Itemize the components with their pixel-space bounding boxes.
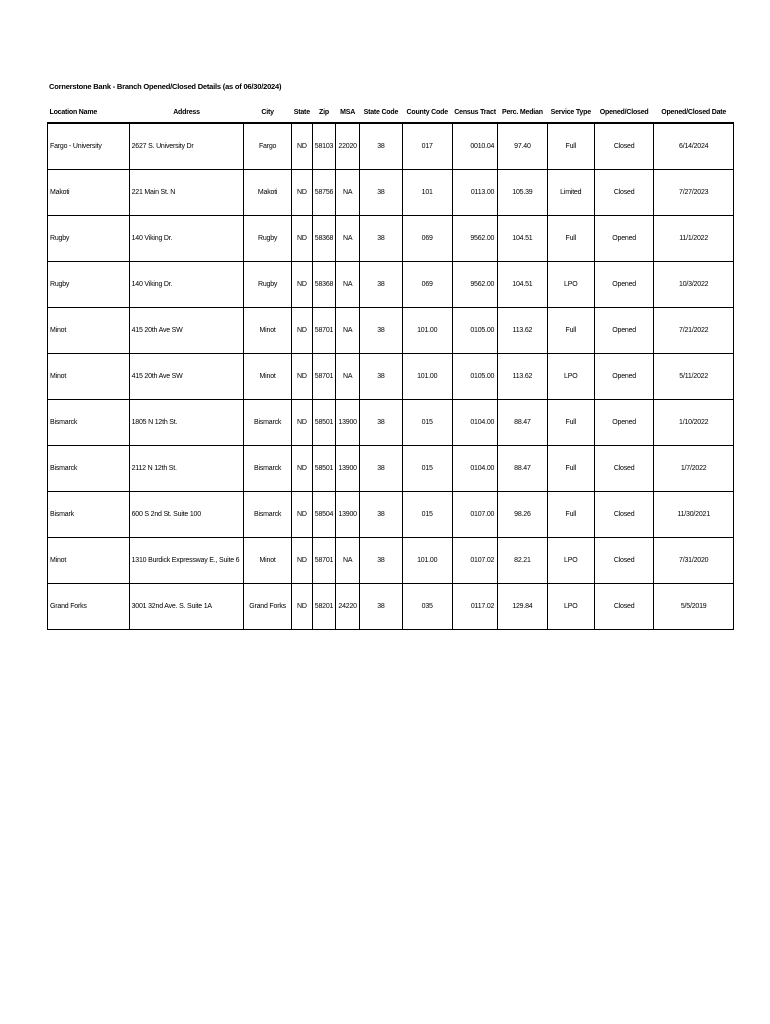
cell-city: Bismarck xyxy=(244,492,291,538)
cell-msa: NA xyxy=(336,170,360,216)
cell-census-tract: 9562.00 xyxy=(452,262,497,308)
cell-zip: 58368 xyxy=(312,216,335,262)
cell-location-name: Minot xyxy=(48,354,130,400)
cell-zip: 58504 xyxy=(312,492,335,538)
cell-address: 140 Viking Dr. xyxy=(129,216,244,262)
cell-msa: 13900 xyxy=(336,400,360,446)
header-census-tract: Census Tract xyxy=(452,102,497,123)
cell-county-code: 101.00 xyxy=(402,308,452,354)
cell-opened-closed: Opened xyxy=(594,308,653,354)
cell-state: ND xyxy=(291,262,312,308)
cell-address: 1310 Burdick Expressway E., Suite 6 xyxy=(129,538,244,584)
cell-county-code: 069 xyxy=(402,216,452,262)
table-row xyxy=(48,538,734,584)
cell-census-tract: 0104.00 xyxy=(452,446,497,492)
cell-state: ND xyxy=(291,446,312,492)
cell-location-name: Rugby xyxy=(48,216,130,262)
cell-opened-closed: Closed xyxy=(594,538,653,584)
cell-zip: 58701 xyxy=(312,308,335,354)
table-row xyxy=(48,446,734,492)
cell-opened-closed-date: 7/21/2022 xyxy=(654,308,734,354)
cell-state: ND xyxy=(291,354,312,400)
cell-service-type: Full xyxy=(547,400,594,446)
cell-zip: 58103 xyxy=(312,123,335,170)
cell-state-code: 38 xyxy=(360,262,402,308)
cell-location-name: Grand Forks xyxy=(48,584,130,630)
cell-zip: 58756 xyxy=(312,170,335,216)
cell-address: 1805 N 12th St. xyxy=(129,400,244,446)
cell-state-code: 38 xyxy=(360,538,402,584)
header-perc-median: Perc. Median xyxy=(498,102,547,123)
cell-service-type: LPO xyxy=(547,354,594,400)
cell-census-tract: 0105.00 xyxy=(452,308,497,354)
cell-state: ND xyxy=(291,216,312,262)
header-city: City xyxy=(244,102,291,123)
cell-county-code: 015 xyxy=(402,400,452,446)
cell-census-tract: 0117.02 xyxy=(452,584,497,630)
cell-opened-closed: Opened xyxy=(594,400,653,446)
cell-location-name: Minot xyxy=(48,308,130,354)
cell-state-code: 38 xyxy=(360,170,402,216)
header-opened-closed: Opened/Closed xyxy=(594,102,653,123)
cell-msa: NA xyxy=(336,262,360,308)
cell-opened-closed: Opened xyxy=(594,216,653,262)
cell-opened-closed: Opened xyxy=(594,354,653,400)
cell-census-tract: 0107.02 xyxy=(452,538,497,584)
cell-zip: 58501 xyxy=(312,400,335,446)
cell-service-type: Full xyxy=(547,216,594,262)
cell-opened-closed-date: 1/10/2022 xyxy=(654,400,734,446)
cell-service-type: Full xyxy=(547,308,594,354)
cell-city: Bismarck xyxy=(244,446,291,492)
cell-state-code: 38 xyxy=(360,400,402,446)
cell-perc-median: 113.62 xyxy=(498,308,547,354)
cell-zip: 58701 xyxy=(312,538,335,584)
cell-perc-median: 129.84 xyxy=(498,584,547,630)
table-row xyxy=(48,400,734,446)
table-row xyxy=(48,492,734,538)
cell-address: 140 Viking Dr. xyxy=(129,262,244,308)
cell-location-name: Rugby xyxy=(48,262,130,308)
cell-msa: 13900 xyxy=(336,492,360,538)
cell-msa: NA xyxy=(336,308,360,354)
table-row xyxy=(48,123,734,170)
table-row xyxy=(48,216,734,262)
header-zip: Zip xyxy=(312,102,335,123)
cell-msa: 24220 xyxy=(336,584,360,630)
cell-opened-closed: Closed xyxy=(594,584,653,630)
cell-zip: 58701 xyxy=(312,354,335,400)
cell-census-tract: 0104.00 xyxy=(452,400,497,446)
header-location-name: Location Name xyxy=(48,102,130,123)
cell-census-tract: 0107.00 xyxy=(452,492,497,538)
cell-perc-median: 105.39 xyxy=(498,170,547,216)
cell-zip: 58201 xyxy=(312,584,335,630)
cell-city: Minot xyxy=(244,354,291,400)
cell-opened-closed-date: 7/27/2023 xyxy=(654,170,734,216)
cell-service-type: Limited xyxy=(547,170,594,216)
cell-state-code: 38 xyxy=(360,354,402,400)
cell-state: ND xyxy=(291,308,312,354)
header-state: State xyxy=(291,102,312,123)
cell-address: 415 20th Ave SW xyxy=(129,354,244,400)
cell-location-name: Bismarck xyxy=(48,446,130,492)
branch-details-table xyxy=(47,102,734,630)
cell-city: Grand Forks xyxy=(244,584,291,630)
table-row xyxy=(48,584,734,630)
header-county-code: County Code xyxy=(402,102,452,123)
cell-opened-closed-date: 5/11/2022 xyxy=(654,354,734,400)
cell-perc-median: 98.26 xyxy=(498,492,547,538)
cell-census-tract: 9562.00 xyxy=(452,216,497,262)
cell-state-code: 38 xyxy=(360,446,402,492)
cell-zip: 58501 xyxy=(312,446,335,492)
header-address: Address xyxy=(129,102,244,123)
cell-msa: 13900 xyxy=(336,446,360,492)
cell-city: Rugby xyxy=(244,216,291,262)
cell-county-code: 017 xyxy=(402,123,452,170)
cell-county-code: 101.00 xyxy=(402,538,452,584)
cell-address: 2627 S. University Dr xyxy=(129,123,244,170)
cell-city: Makoti xyxy=(244,170,291,216)
cell-opened-closed: Closed xyxy=(594,170,653,216)
table-row xyxy=(48,354,734,400)
header-row xyxy=(48,102,734,123)
cell-opened-closed-date: 1/7/2022 xyxy=(654,446,734,492)
cell-city: Fargo xyxy=(244,123,291,170)
header-state-code: State Code xyxy=(360,102,402,123)
table-row xyxy=(48,170,734,216)
cell-city: Bismarck xyxy=(244,400,291,446)
cell-perc-median: 113.62 xyxy=(498,354,547,400)
cell-state-code: 38 xyxy=(360,492,402,538)
cell-state: ND xyxy=(291,538,312,584)
cell-zip: 58368 xyxy=(312,262,335,308)
cell-address: 415 20th Ave SW xyxy=(129,308,244,354)
cell-opened-closed: Closed xyxy=(594,123,653,170)
cell-census-tract: 0010.04 xyxy=(452,123,497,170)
cell-city: Rugby xyxy=(244,262,291,308)
cell-state-code: 38 xyxy=(360,308,402,354)
header-service-type: Service Type xyxy=(547,102,594,123)
cell-location-name: Minot xyxy=(48,538,130,584)
cell-city: Minot xyxy=(244,538,291,584)
cell-state-code: 38 xyxy=(360,584,402,630)
cell-opened-closed: Opened xyxy=(594,262,653,308)
cell-perc-median: 88.47 xyxy=(498,446,547,492)
cell-location-name: Makoti xyxy=(48,170,130,216)
cell-msa: NA xyxy=(336,538,360,584)
page-title: Cornerstone Bank - Branch Opened/Closed Details (as of 06/30/2024) xyxy=(49,82,282,91)
cell-state: ND xyxy=(291,492,312,538)
cell-county-code: 101 xyxy=(402,170,452,216)
cell-opened-closed-date: 7/31/2020 xyxy=(654,538,734,584)
cell-perc-median: 82.21 xyxy=(498,538,547,584)
table-header xyxy=(48,102,734,123)
cell-location-name: Fargo - University xyxy=(48,123,130,170)
table-row xyxy=(48,262,734,308)
header-msa: MSA xyxy=(336,102,360,123)
cell-service-type: Full xyxy=(547,446,594,492)
cell-census-tract: 0105.00 xyxy=(452,354,497,400)
cell-perc-median: 104.51 xyxy=(498,262,547,308)
cell-state-code: 38 xyxy=(360,123,402,170)
cell-location-name: Bismarck xyxy=(48,400,130,446)
cell-location-name: Bismark xyxy=(48,492,130,538)
cell-service-type: LPO xyxy=(547,538,594,584)
cell-state: ND xyxy=(291,123,312,170)
cell-msa: 22020 xyxy=(336,123,360,170)
cell-opened-closed: Closed xyxy=(594,492,653,538)
cell-service-type: Full xyxy=(547,123,594,170)
cell-service-type: LPO xyxy=(547,262,594,308)
cell-opened-closed-date: 11/1/2022 xyxy=(654,216,734,262)
cell-address: 600 S 2nd St. Suite 100 xyxy=(129,492,244,538)
cell-service-type: LPO xyxy=(547,584,594,630)
cell-address: 3001 32nd Ave. S. Suite 1A xyxy=(129,584,244,630)
cell-address: 221 Main St. N xyxy=(129,170,244,216)
cell-perc-median: 97.40 xyxy=(498,123,547,170)
cell-county-code: 015 xyxy=(402,446,452,492)
cell-county-code: 069 xyxy=(402,262,452,308)
cell-msa: NA xyxy=(336,216,360,262)
cell-opened-closed-date: 5/5/2019 xyxy=(654,584,734,630)
cell-state: ND xyxy=(291,400,312,446)
table-body xyxy=(48,123,734,630)
cell-census-tract: 0113.00 xyxy=(452,170,497,216)
header-opened-closed-date: Opened/Closed Date xyxy=(654,102,734,123)
cell-address: 2112 N 12th St. xyxy=(129,446,244,492)
cell-opened-closed-date: 11/30/2021 xyxy=(654,492,734,538)
cell-state-code: 38 xyxy=(360,216,402,262)
cell-opened-closed: Closed xyxy=(594,446,653,492)
cell-state: ND xyxy=(291,170,312,216)
cell-msa: NA xyxy=(336,354,360,400)
cell-state: ND xyxy=(291,584,312,630)
cell-perc-median: 104.51 xyxy=(498,216,547,262)
cell-county-code: 015 xyxy=(402,492,452,538)
cell-opened-closed-date: 6/14/2024 xyxy=(654,123,734,170)
cell-service-type: Full xyxy=(547,492,594,538)
cell-city: Minot xyxy=(244,308,291,354)
cell-perc-median: 88.47 xyxy=(498,400,547,446)
cell-county-code: 035 xyxy=(402,584,452,630)
table-row xyxy=(48,308,734,354)
cell-opened-closed-date: 10/3/2022 xyxy=(654,262,734,308)
cell-county-code: 101.00 xyxy=(402,354,452,400)
